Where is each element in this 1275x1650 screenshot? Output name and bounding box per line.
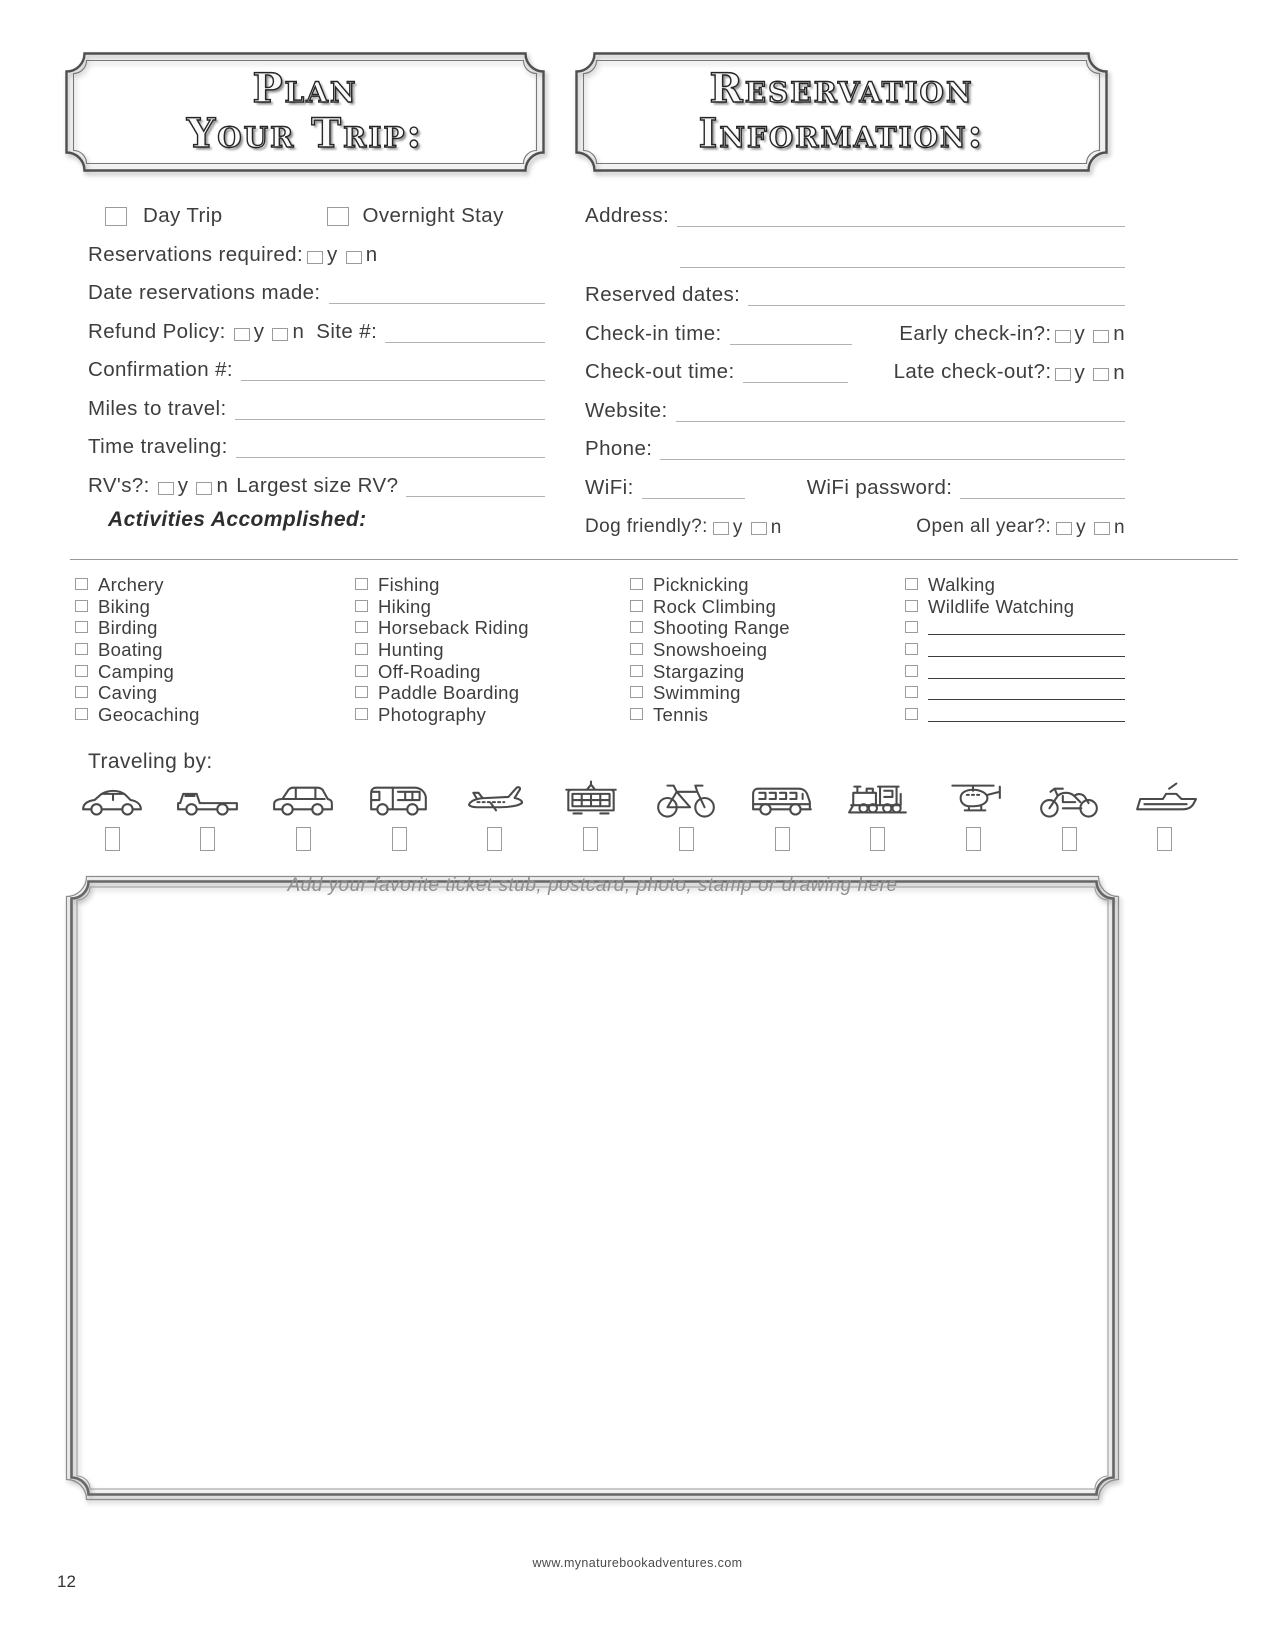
miles-to-travel-input[interactable] [235, 416, 545, 420]
no-label: n [1113, 360, 1125, 384]
reservations-required-label: Reservations required: [88, 242, 304, 266]
vehicle-option-car [72, 778, 152, 851]
address-label: Address: [585, 204, 670, 228]
activity-label: Stargazing [653, 660, 745, 682]
no-label: n [365, 243, 378, 266]
activity-checkbox-walking[interactable] [905, 578, 918, 590]
traveling-by-heading: Traveling by: [88, 749, 213, 773]
rvs-no-checkbox[interactable] [196, 482, 212, 495]
activity-checkbox-hiking[interactable] [355, 600, 368, 612]
activity-checkbox-biking[interactable] [75, 600, 88, 612]
vehicle-option-helicopter [933, 778, 1013, 851]
check-out-row [585, 356, 1125, 383]
largest-rv-label: Largest size RV? [236, 473, 399, 497]
activity-checkbox-hunting[interactable] [355, 643, 368, 655]
no-label: n [292, 320, 305, 343]
day-trip-checkbox[interactable] [105, 207, 127, 226]
vehicle-airplane-checkbox[interactable] [487, 827, 502, 851]
website-label: Website: [585, 398, 668, 422]
activity-custom-input-1[interactable] [928, 621, 1125, 635]
time-traveling-label: Time traveling: [88, 435, 228, 459]
overnight-stay-label: Overnight Stay [362, 204, 504, 228]
activity-label: Photography [378, 703, 487, 725]
refund-policy-row [88, 316, 545, 343]
time-traveling-input[interactable] [236, 454, 545, 458]
activity-checkbox-paddle-boarding[interactable] [355, 686, 368, 698]
activity-custom-input-4[interactable] [928, 686, 1125, 700]
no-label: n [1114, 517, 1125, 538]
reserved-dates-label: Reserved dates: [585, 283, 741, 307]
check-in-time-input[interactable] [730, 341, 852, 345]
phone-label: Phone: [585, 437, 653, 461]
activities-column-1 [75, 575, 355, 726]
activities-column-2 [355, 575, 630, 726]
vehicle-option-suv [263, 778, 343, 851]
title-right-line2: Information: [698, 110, 985, 157]
reservation-column [585, 200, 1125, 549]
activity-checkbox-caving[interactable] [75, 686, 88, 698]
rvs-yes-checkbox[interactable] [158, 482, 174, 495]
activity-checkbox-boating[interactable] [75, 643, 88, 655]
traveling-by-options [72, 778, 1205, 851]
activities-checklist [75, 575, 1275, 726]
activity-checkbox-wildlife-watching[interactable] [905, 600, 918, 612]
confirmation-number-input[interactable] [241, 377, 545, 381]
check-in-time-label: Check-in time: [585, 321, 722, 345]
van-icon [366, 778, 432, 820]
activity-label: Tennis [653, 703, 709, 725]
airplane-icon [462, 778, 528, 820]
website-input[interactable] [676, 418, 1125, 422]
confirmation-number-row [88, 354, 545, 381]
scrapbook-caption: Add your favorite ticket stub, postcard, photo, stamp or drawing here [287, 874, 898, 896]
early-check-in-label: Early check-in?: [899, 321, 1052, 345]
activity-checkbox-rock-climbing[interactable] [630, 600, 643, 612]
motorcycle-icon [1036, 778, 1102, 820]
title-plates [65, 52, 1275, 172]
school-bus-icon [749, 778, 815, 820]
site-number-label: Site #: [316, 319, 378, 343]
wifi-password-label: WiFi password: [806, 475, 953, 499]
open-all-year-no-checkbox[interactable] [1094, 522, 1110, 535]
activity-label: Wildlife Watching [928, 595, 1075, 617]
yes-label: y [1074, 360, 1086, 384]
late-check-out-label: Late check-out?: [893, 360, 1052, 384]
train-icon [845, 778, 911, 820]
activity-checkbox-picknicking[interactable] [630, 578, 643, 590]
address-row-2 [585, 239, 1125, 268]
vehicle-option-boat [1125, 778, 1205, 851]
activity-label: Caving [98, 682, 158, 704]
scrapbook-area[interactable] [65, 875, 1120, 1501]
confirmation-number-label: Confirmation #: [88, 358, 234, 382]
time-traveling-row [88, 431, 545, 458]
plan-column [88, 200, 545, 549]
title-left-line1: Plan [252, 65, 358, 113]
yes-label: y [327, 243, 338, 266]
activity-checkbox-custom-4[interactable] [905, 686, 918, 698]
activity-label: Snowshoeing [653, 639, 768, 661]
suv-icon [270, 778, 336, 820]
vehicle-boat-checkbox[interactable] [1157, 827, 1172, 851]
section-divider [70, 559, 1238, 560]
activity-label: Camping [98, 660, 175, 682]
activity-checkbox-fishing[interactable] [355, 578, 368, 590]
refund-policy-label: Refund Policy: [88, 319, 226, 343]
pickup-truck-icon [175, 778, 241, 820]
rvs-row [88, 470, 545, 497]
activity-checkbox-stargazing[interactable] [630, 665, 643, 677]
activity-checkbox-shooting-range[interactable] [630, 621, 643, 633]
date-reservations-made-row [88, 277, 545, 304]
page-title-left [187, 67, 424, 157]
miles-to-travel-row [88, 393, 545, 420]
activity-checkbox-archery[interactable] [75, 578, 88, 590]
open-all-year-yes-checkbox[interactable] [1056, 522, 1072, 535]
activity-checkbox-custom-1[interactable] [905, 621, 918, 633]
activity-label: Rock Climbing [653, 595, 777, 617]
miles-to-travel-label: Miles to travel: [88, 396, 227, 420]
activities-column-4 [905, 575, 1127, 726]
vehicle-option-tram [551, 778, 631, 851]
page-number: 12 [57, 1572, 76, 1591]
early-check-in-yes-checkbox[interactable] [1055, 330, 1071, 343]
site-number-input[interactable] [385, 339, 545, 343]
decorative-frame-border [65, 875, 1120, 1501]
activity-label: Birding [98, 617, 158, 639]
title-right-line1: Reservation [709, 65, 974, 113]
vehicle-van-checkbox[interactable] [392, 827, 407, 851]
activity-label: Boating [98, 639, 163, 661]
website-row [585, 395, 1125, 422]
reservations-required-row [88, 239, 545, 266]
activity-label: Archery [98, 574, 164, 596]
dog-friendly-row [585, 510, 1125, 537]
check-out-time-label: Check-out time: [585, 360, 735, 384]
activity-custom-input-5[interactable] [928, 708, 1125, 722]
activity-checkbox-birding[interactable] [75, 621, 88, 633]
yes-label: y [1076, 517, 1087, 538]
activity-checkbox-custom-2[interactable] [905, 643, 918, 655]
title-left-line2: Your Trip: [186, 110, 424, 157]
activity-custom-input-2[interactable] [928, 643, 1125, 657]
vehicle-train-checkbox[interactable] [870, 827, 885, 851]
address-input-line2[interactable] [680, 264, 1125, 268]
yes-label: y [732, 517, 743, 538]
reserved-dates-input[interactable] [748, 302, 1125, 306]
footer-website-url: www.mynaturebookadventures.com [532, 1556, 743, 1570]
activity-label: Hunting [378, 639, 444, 661]
phone-row [585, 433, 1125, 460]
activity-label: Swimming [653, 682, 741, 704]
address-row [585, 200, 1125, 227]
activity-checkbox-geocaching[interactable] [75, 708, 88, 720]
wifi-label: WiFi: [585, 475, 634, 499]
vehicle-pickup-truck-checkbox[interactable] [200, 827, 215, 851]
vehicle-option-motorcycle [1029, 778, 1109, 851]
vehicle-option-school-bus [742, 778, 822, 851]
date-reservations-made-label: Date reservations made: [88, 281, 321, 305]
reservations-required-no-checkbox[interactable] [346, 251, 362, 264]
activity-checkbox-tennis[interactable] [630, 708, 643, 720]
refund-policy-yes-checkbox[interactable] [234, 328, 250, 341]
date-reservations-made-input[interactable] [329, 300, 545, 304]
vehicle-motorcycle-checkbox[interactable] [1062, 827, 1077, 851]
plan-your-trip-plate [65, 52, 545, 172]
late-check-out-yes-checkbox[interactable] [1055, 368, 1071, 381]
activity-checkbox-horseback-riding[interactable] [355, 621, 368, 633]
activities-accomplished-heading: Activities Accomplished: [108, 508, 367, 531]
wifi-input[interactable] [642, 495, 745, 499]
activity-checkbox-swimming[interactable] [630, 686, 643, 698]
open-all-year-label: Open all year?: [916, 516, 1052, 538]
activity-label: Fishing [378, 574, 440, 596]
car-icon [79, 778, 145, 820]
bicycle-icon [653, 778, 719, 820]
boat-icon [1132, 778, 1198, 820]
form-columns [88, 200, 1275, 549]
vehicle-tram-checkbox[interactable] [583, 827, 598, 851]
reservation-information-plate [575, 52, 1108, 172]
vehicle-suv-checkbox[interactable] [296, 827, 311, 851]
tram-icon [558, 778, 624, 820]
check-in-row [585, 318, 1125, 345]
yes-label: y [253, 320, 265, 343]
early-check-in-no-checkbox[interactable] [1093, 330, 1109, 343]
refund-policy-no-checkbox[interactable] [272, 328, 288, 341]
no-label: n [216, 474, 229, 497]
activity-custom-input-3[interactable] [928, 665, 1125, 679]
largest-rv-input[interactable] [406, 493, 545, 497]
activity-label: Off-Roading [378, 660, 481, 682]
activity-label: Geocaching [98, 703, 200, 725]
activity-label: Paddle Boarding [378, 682, 520, 704]
address-input-line1[interactable] [677, 223, 1125, 227]
phone-input[interactable] [660, 456, 1125, 460]
reserved-dates-row [585, 279, 1125, 306]
day-trip-label: Day Trip [143, 204, 223, 228]
activity-checkbox-off-roading[interactable] [355, 665, 368, 677]
activities-column-3 [630, 575, 905, 726]
activity-checkbox-snowshoeing[interactable] [630, 643, 643, 655]
page-title-right [699, 67, 985, 157]
dog-friendly-label: Dog friendly?: [585, 516, 708, 538]
helicopter-icon [940, 778, 1006, 820]
yes-label: y [1074, 322, 1086, 345]
activity-checkbox-photography[interactable] [355, 708, 368, 720]
wifi-row [585, 472, 1125, 499]
activity-label: Shooting Range [653, 617, 790, 639]
reservations-required-yes-checkbox[interactable] [307, 251, 323, 264]
yes-label: y [177, 474, 189, 497]
vehicle-bicycle-checkbox[interactable] [679, 827, 694, 851]
activity-checkbox-camping[interactable] [75, 665, 88, 677]
vehicle-option-train [838, 778, 918, 851]
activity-checkbox-custom-5[interactable] [905, 708, 918, 720]
no-label: n [770, 517, 782, 538]
overnight-stay-checkbox[interactable] [327, 207, 349, 226]
dog-friendly-yes-checkbox[interactable] [713, 522, 729, 535]
activity-checkbox-custom-3[interactable] [905, 665, 918, 677]
vehicle-option-van [359, 778, 439, 851]
trip-type-row [88, 200, 545, 227]
vehicle-helicopter-checkbox[interactable] [966, 827, 981, 851]
wifi-password-input[interactable] [960, 495, 1125, 499]
vehicle-option-airplane [455, 778, 535, 851]
activity-label: Hiking [378, 595, 432, 617]
dog-friendly-no-checkbox[interactable] [751, 522, 767, 535]
activity-label: Horseback Riding [378, 617, 529, 639]
activity-label: Walking [928, 574, 996, 596]
no-label: n [1113, 322, 1125, 345]
check-out-time-input[interactable] [743, 379, 848, 383]
activity-label: Biking [98, 595, 151, 617]
vehicle-school-bus-checkbox[interactable] [775, 827, 790, 851]
vehicle-option-bicycle [646, 778, 726, 851]
late-check-out-no-checkbox[interactable] [1093, 368, 1109, 381]
vehicle-car-checkbox[interactable] [105, 827, 120, 851]
vehicle-option-pickup-truck [168, 778, 248, 851]
rvs-label: RV's?: [88, 473, 150, 497]
activity-label: Picknicking [653, 574, 749, 596]
